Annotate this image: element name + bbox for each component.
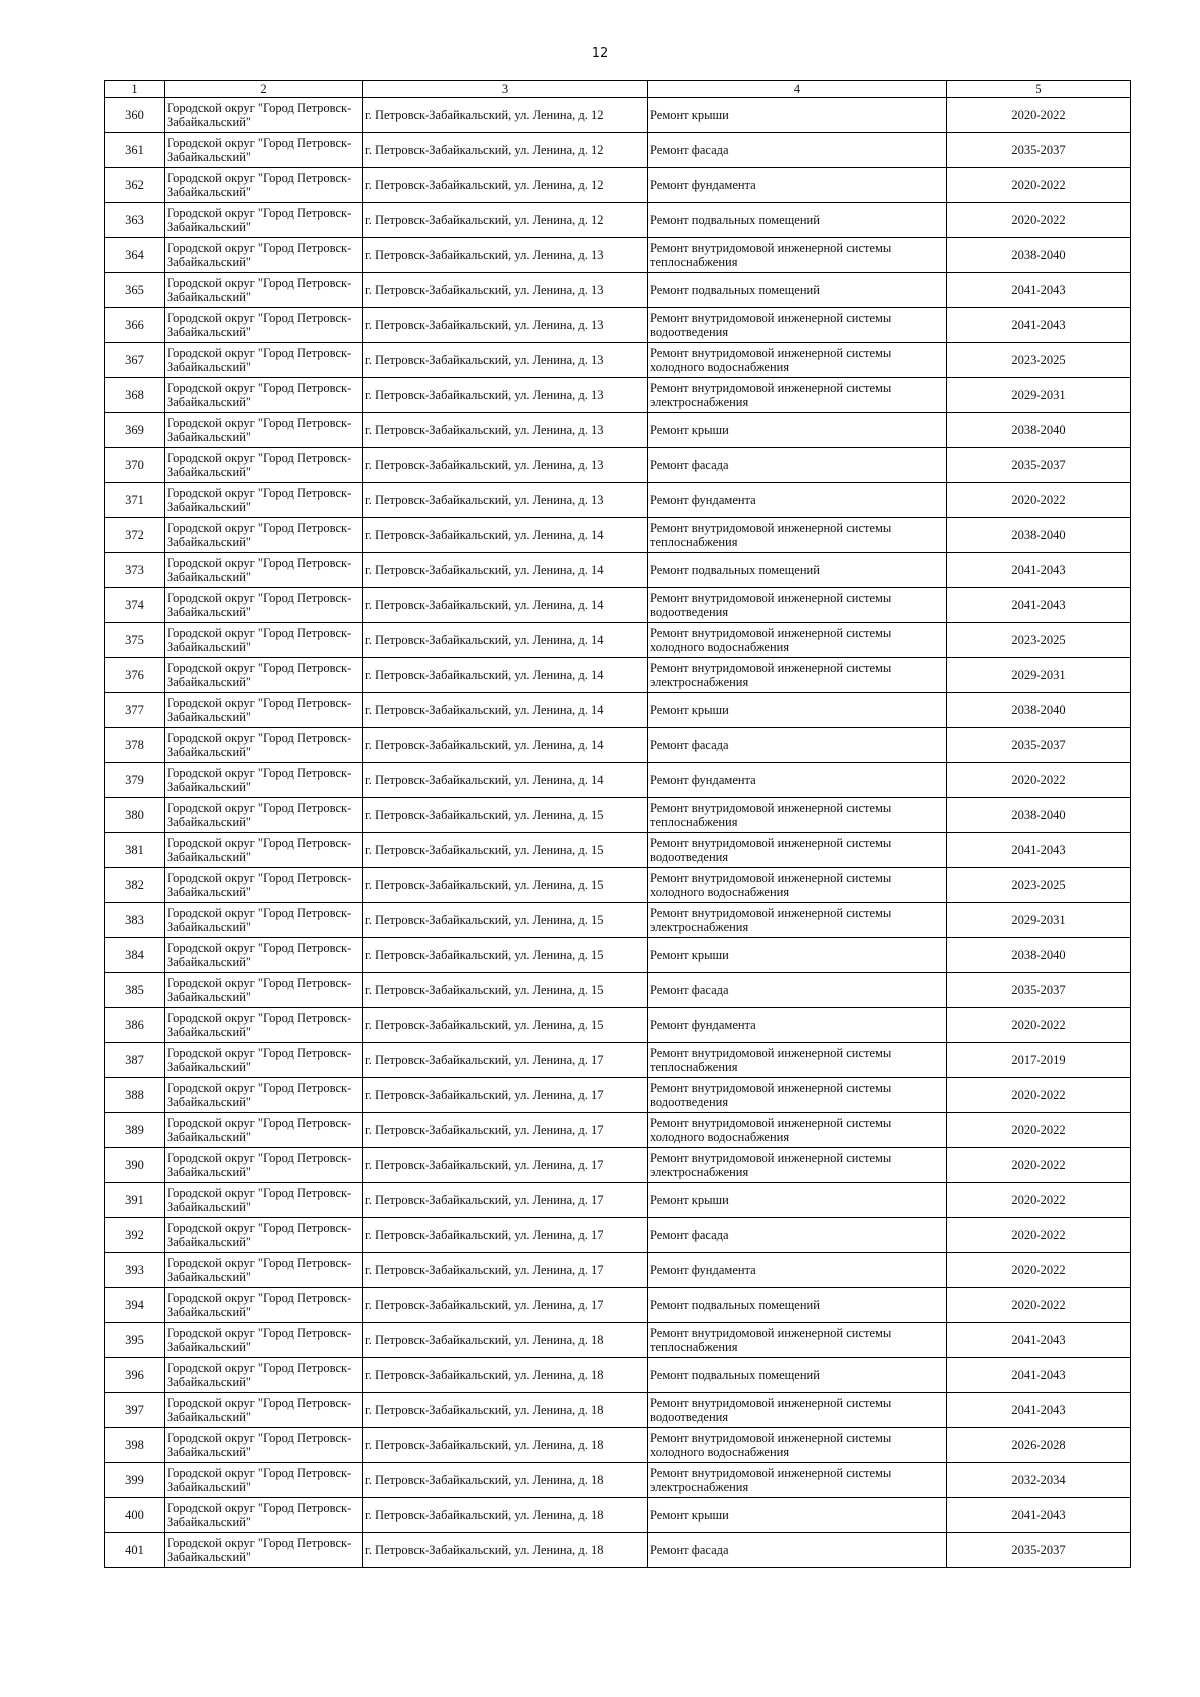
- work-type-cell: Ремонт фундамента: [648, 168, 947, 203]
- table-row: [105, 693, 1131, 728]
- table-header-row: [105, 81, 1131, 98]
- address-cell: г. Петровск-Забайкальский, ул. Ленина, д. 12: [363, 98, 648, 133]
- table-row: [105, 1428, 1131, 1463]
- municipality-cell: Городской округ "Город Петровск-Забайкальский": [165, 868, 363, 903]
- municipality-cell: Городской округ "Город Петровск-Забайкальский": [165, 833, 363, 868]
- municipality-cell: Городской округ "Город Петровск-Забайкальский": [165, 343, 363, 378]
- address-cell: г. Петровск-Забайкальский, ул. Ленина, д. 18: [363, 1323, 648, 1358]
- period-cell: 2020-2022: [947, 483, 1131, 518]
- municipality-cell: Городской округ "Город Петровск-Забайкальский": [165, 763, 363, 798]
- table-row: [105, 273, 1131, 308]
- address-cell: г. Петровск-Забайкальский, ул. Ленина, д. 15: [363, 903, 648, 938]
- column-header-4: 4: [648, 81, 947, 98]
- municipality-cell: Городской округ "Город Петровск-Забайкальский": [165, 938, 363, 973]
- period-cell: 2020-2022: [947, 168, 1131, 203]
- table-row: [105, 658, 1131, 693]
- period-cell: 2041-2043: [947, 273, 1131, 308]
- address-cell: г. Петровск-Забайкальский, ул. Ленина, д. 13: [363, 308, 648, 343]
- table-row: [105, 553, 1131, 588]
- repair-schedule-table: [104, 80, 1131, 1568]
- address-cell: г. Петровск-Забайкальский, ул. Ленина, д. 15: [363, 973, 648, 1008]
- row-number-cell: 383: [105, 903, 165, 938]
- row-number-cell: 363: [105, 203, 165, 238]
- work-type-cell: Ремонт внутридомовой инженерной системы водоотведения: [648, 588, 947, 623]
- page-number: 12: [591, 46, 609, 61]
- table-row: [105, 1358, 1131, 1393]
- municipality-cell: Городской округ "Город Петровск-Забайкальский": [165, 1288, 363, 1323]
- period-cell: 2038-2040: [947, 798, 1131, 833]
- table-row: [105, 938, 1131, 973]
- work-type-cell: Ремонт внутридомовой инженерной системы теплоснабжения: [648, 798, 947, 833]
- municipality-cell: Городской округ "Город Петровск-Забайкальский": [165, 483, 363, 518]
- municipality-cell: Городской округ "Город Петровск-Забайкальский": [165, 973, 363, 1008]
- table-row: [105, 1498, 1131, 1533]
- municipality-cell: Городской округ "Город Петровск-Забайкальский": [165, 903, 363, 938]
- column-header-2: 2: [165, 81, 363, 98]
- address-cell: г. Петровск-Забайкальский, ул. Ленина, д. 18: [363, 1498, 648, 1533]
- row-number-cell: 364: [105, 238, 165, 273]
- address-cell: г. Петровск-Забайкальский, ул. Ленина, д. 17: [363, 1288, 648, 1323]
- table-row: [105, 1463, 1131, 1498]
- row-number-cell: 397: [105, 1393, 165, 1428]
- municipality-cell: Городской округ "Город Петровск-Забайкальский": [165, 168, 363, 203]
- municipality-cell: Городской округ "Город Петровск-Забайкальский": [165, 1253, 363, 1288]
- municipality-cell: Городской округ "Город Петровск-Забайкальский": [165, 238, 363, 273]
- address-cell: г. Петровск-Забайкальский, ул. Ленина, д. 14: [363, 623, 648, 658]
- row-number-cell: 369: [105, 413, 165, 448]
- period-cell: 2020-2022: [947, 1218, 1131, 1253]
- table-row: [105, 1043, 1131, 1078]
- table-row: [105, 133, 1131, 168]
- period-cell: 2035-2037: [947, 133, 1131, 168]
- address-cell: г. Петровск-Забайкальский, ул. Ленина, д. 12: [363, 203, 648, 238]
- row-number-cell: 381: [105, 833, 165, 868]
- period-cell: 2035-2037: [947, 728, 1131, 763]
- work-type-cell: Ремонт внутридомовой инженерной системы водоотведения: [648, 1393, 947, 1428]
- period-cell: 2020-2022: [947, 763, 1131, 798]
- row-number-cell: 393: [105, 1253, 165, 1288]
- municipality-cell: Городской округ "Город Петровск-Забайкальский": [165, 728, 363, 763]
- address-cell: г. Петровск-Забайкальский, ул. Ленина, д. 13: [363, 273, 648, 308]
- table-row: [105, 868, 1131, 903]
- address-cell: г. Петровск-Забайкальский, ул. Ленина, д. 13: [363, 448, 648, 483]
- table-row: [105, 203, 1131, 238]
- period-cell: 2038-2040: [947, 938, 1131, 973]
- municipality-cell: Городской округ "Город Петровск-Забайкальский": [165, 623, 363, 658]
- municipality-cell: Городской округ "Город Петровск-Забайкальский": [165, 203, 363, 238]
- table-row: [105, 798, 1131, 833]
- address-cell: г. Петровск-Забайкальский, ул. Ленина, д. 17: [363, 1043, 648, 1078]
- table-row: [105, 1393, 1131, 1428]
- row-number-cell: 362: [105, 168, 165, 203]
- row-number-cell: 395: [105, 1323, 165, 1358]
- address-cell: г. Петровск-Забайкальский, ул. Ленина, д. 18: [363, 1358, 648, 1393]
- period-cell: 2020-2022: [947, 98, 1131, 133]
- work-type-cell: Ремонт внутридомовой инженерной системы теплоснабжения: [648, 1043, 947, 1078]
- period-cell: 2020-2022: [947, 1253, 1131, 1288]
- municipality-cell: Городской округ "Город Петровск-Забайкальский": [165, 1043, 363, 1078]
- work-type-cell: Ремонт подвальных помещений: [648, 1288, 947, 1323]
- address-cell: г. Петровск-Забайкальский, ул. Ленина, д. 15: [363, 868, 648, 903]
- address-cell: г. Петровск-Забайкальский, ул. Ленина, д. 15: [363, 833, 648, 868]
- municipality-cell: Городской округ "Город Петровск-Забайкальский": [165, 1463, 363, 1498]
- period-cell: 2041-2043: [947, 308, 1131, 343]
- period-cell: 2020-2022: [947, 1008, 1131, 1043]
- work-type-cell: Ремонт внутридомовой инженерной системы холодного водоснабжения: [648, 1113, 947, 1148]
- row-number-cell: 361: [105, 133, 165, 168]
- municipality-cell: Городской округ "Город Петровск-Забайкальский": [165, 1533, 363, 1568]
- row-number-cell: 376: [105, 658, 165, 693]
- municipality-cell: Городской округ "Город Петровск-Забайкальский": [165, 518, 363, 553]
- address-cell: г. Петровск-Забайкальский, ул. Ленина, д. 14: [363, 728, 648, 763]
- period-cell: 2038-2040: [947, 518, 1131, 553]
- row-number-cell: 382: [105, 868, 165, 903]
- work-type-cell: Ремонт фундамента: [648, 483, 947, 518]
- work-type-cell: Ремонт внутридомовой инженерной системы холодного водоснабжения: [648, 623, 947, 658]
- address-cell: г. Петровск-Забайкальский, ул. Ленина, д. 12: [363, 168, 648, 203]
- period-cell: 2026-2028: [947, 1428, 1131, 1463]
- row-number-cell: 396: [105, 1358, 165, 1393]
- period-cell: 2023-2025: [947, 868, 1131, 903]
- work-type-cell: Ремонт фасада: [648, 448, 947, 483]
- table-row: [105, 1148, 1131, 1183]
- row-number-cell: 378: [105, 728, 165, 763]
- table-row: [105, 238, 1131, 273]
- work-type-cell: Ремонт фасада: [648, 1533, 947, 1568]
- row-number-cell: 365: [105, 273, 165, 308]
- table-row: [105, 1218, 1131, 1253]
- table-body: [105, 98, 1131, 1568]
- period-cell: 2038-2040: [947, 693, 1131, 728]
- address-cell: г. Петровск-Забайкальский, ул. Ленина, д. 17: [363, 1253, 648, 1288]
- address-cell: г. Петровск-Забайкальский, ул. Ленина, д. 13: [363, 343, 648, 378]
- row-number-cell: 389: [105, 1113, 165, 1148]
- address-cell: г. Петровск-Забайкальский, ул. Ленина, д. 13: [363, 378, 648, 413]
- address-cell: г. Петровск-Забайкальский, ул. Ленина, д. 17: [363, 1218, 648, 1253]
- period-cell: 2020-2022: [947, 1113, 1131, 1148]
- table-row: [105, 623, 1131, 658]
- row-number-cell: 372: [105, 518, 165, 553]
- period-cell: 2020-2022: [947, 1078, 1131, 1113]
- row-number-cell: 366: [105, 308, 165, 343]
- work-type-cell: Ремонт подвальных помещений: [648, 553, 947, 588]
- work-type-cell: Ремонт внутридомовой инженерной системы теплоснабжения: [648, 238, 947, 273]
- work-type-cell: Ремонт внутридомовой инженерной системы теплоснабжения: [648, 1323, 947, 1358]
- address-cell: г. Петровск-Забайкальский, ул. Ленина, д. 14: [363, 518, 648, 553]
- table-row: [105, 1253, 1131, 1288]
- municipality-cell: Городской округ "Город Петровск-Забайкальский": [165, 308, 363, 343]
- table-row: [105, 833, 1131, 868]
- row-number-cell: 367: [105, 343, 165, 378]
- municipality-cell: Городской округ "Город Петровск-Забайкальский": [165, 588, 363, 623]
- row-number-cell: 377: [105, 693, 165, 728]
- address-cell: г. Петровск-Забайкальский, ул. Ленина, д. 14: [363, 693, 648, 728]
- table-row: [105, 1288, 1131, 1323]
- work-type-cell: Ремонт фундамента: [648, 1253, 947, 1288]
- address-cell: г. Петровск-Забайкальский, ул. Ленина, д. 17: [363, 1148, 648, 1183]
- row-number-cell: 368: [105, 378, 165, 413]
- address-cell: г. Петровск-Забайкальский, ул. Ленина, д. 15: [363, 1008, 648, 1043]
- work-type-cell: Ремонт фасада: [648, 973, 947, 1008]
- address-cell: г. Петровск-Забайкальский, ул. Ленина, д. 13: [363, 238, 648, 273]
- table-row: [105, 98, 1131, 133]
- period-cell: 2020-2022: [947, 203, 1131, 238]
- address-cell: г. Петровск-Забайкальский, ул. Ленина, д. 18: [363, 1428, 648, 1463]
- work-type-cell: Ремонт фундамента: [648, 763, 947, 798]
- work-type-cell: Ремонт внутридомовой инженерной системы электроснабжения: [648, 1463, 947, 1498]
- municipality-cell: Городской округ "Город Петровск-Забайкальский": [165, 273, 363, 308]
- row-number-cell: 384: [105, 938, 165, 973]
- row-number-cell: 375: [105, 623, 165, 658]
- period-cell: 2041-2043: [947, 588, 1131, 623]
- work-type-cell: Ремонт внутридомовой инженерной системы электроснабжения: [648, 658, 947, 693]
- row-number-cell: 370: [105, 448, 165, 483]
- work-type-cell: Ремонт подвальных помещений: [648, 203, 947, 238]
- municipality-cell: Городской округ "Город Петровск-Забайкальский": [165, 133, 363, 168]
- row-number-cell: 398: [105, 1428, 165, 1463]
- work-type-cell: Ремонт внутридомовой инженерной системы электроснабжения: [648, 903, 947, 938]
- period-cell: 2035-2037: [947, 1533, 1131, 1568]
- municipality-cell: Городской округ "Город Петровск-Забайкальский": [165, 1148, 363, 1183]
- address-cell: г. Петровск-Забайкальский, ул. Ленина, д. 17: [363, 1183, 648, 1218]
- municipality-cell: Городской округ "Город Петровск-Забайкальский": [165, 1113, 363, 1148]
- work-type-cell: Ремонт внутридомовой инженерной системы холодного водоснабжения: [648, 343, 947, 378]
- work-type-cell: Ремонт крыши: [648, 98, 947, 133]
- address-cell: г. Петровск-Забайкальский, ул. Ленина, д. 13: [363, 483, 648, 518]
- row-number-cell: 400: [105, 1498, 165, 1533]
- row-number-cell: 374: [105, 588, 165, 623]
- work-type-cell: Ремонт крыши: [648, 1183, 947, 1218]
- period-cell: 2029-2031: [947, 378, 1131, 413]
- municipality-cell: Городской округ "Город Петровск-Забайкальский": [165, 1183, 363, 1218]
- work-type-cell: Ремонт внутридомовой инженерной системы электроснабжения: [648, 1148, 947, 1183]
- period-cell: 2041-2043: [947, 1323, 1131, 1358]
- period-cell: 2029-2031: [947, 903, 1131, 938]
- table-row: [105, 728, 1131, 763]
- work-type-cell: Ремонт внутридомовой инженерной системы электроснабжения: [648, 378, 947, 413]
- table-row: [105, 903, 1131, 938]
- municipality-cell: Городской округ "Город Петровск-Забайкальский": [165, 1078, 363, 1113]
- period-cell: 2041-2043: [947, 1498, 1131, 1533]
- address-cell: г. Петровск-Забайкальский, ул. Ленина, д. 14: [363, 763, 648, 798]
- work-type-cell: Ремонт подвальных помещений: [648, 273, 947, 308]
- municipality-cell: Городской округ "Город Петровск-Забайкальский": [165, 1323, 363, 1358]
- period-cell: 2038-2040: [947, 413, 1131, 448]
- table-row: [105, 588, 1131, 623]
- period-cell: 2020-2022: [947, 1148, 1131, 1183]
- municipality-cell: Городской округ "Город Петровск-Забайкальский": [165, 553, 363, 588]
- work-type-cell: Ремонт внутридомовой инженерной системы холодного водоснабжения: [648, 868, 947, 903]
- table-row: [105, 343, 1131, 378]
- column-header-3: 3: [363, 81, 648, 98]
- period-cell: 2023-2025: [947, 343, 1131, 378]
- period-cell: 2041-2043: [947, 833, 1131, 868]
- table-row: [105, 483, 1131, 518]
- table-row: [105, 973, 1131, 1008]
- period-cell: 2041-2043: [947, 1358, 1131, 1393]
- period-cell: 2020-2022: [947, 1288, 1131, 1323]
- address-cell: г. Петровск-Забайкальский, ул. Ленина, д. 13: [363, 413, 648, 448]
- address-cell: г. Петровск-Забайкальский, ул. Ленина, д. 15: [363, 798, 648, 833]
- row-number-cell: 373: [105, 553, 165, 588]
- municipality-cell: Городской округ "Город Петровск-Забайкальский": [165, 693, 363, 728]
- address-cell: г. Петровск-Забайкальский, ул. Ленина, д. 18: [363, 1393, 648, 1428]
- address-cell: г. Петровск-Забайкальский, ул. Ленина, д. 14: [363, 553, 648, 588]
- work-type-cell: Ремонт внутридомовой инженерной системы водоотведения: [648, 833, 947, 868]
- work-type-cell: Ремонт крыши: [648, 938, 947, 973]
- row-number-cell: 392: [105, 1218, 165, 1253]
- municipality-cell: Городской округ "Город Петровск-Забайкальский": [165, 798, 363, 833]
- period-cell: 2029-2031: [947, 658, 1131, 693]
- municipality-cell: Городской округ "Город Петровск-Забайкальский": [165, 1498, 363, 1533]
- period-cell: 2032-2034: [947, 1463, 1131, 1498]
- row-number-cell: 386: [105, 1008, 165, 1043]
- column-header-5: 5: [947, 81, 1131, 98]
- address-cell: г. Петровск-Забайкальский, ул. Ленина, д. 14: [363, 658, 648, 693]
- address-cell: г. Петровск-Забайкальский, ул. Ленина, д. 18: [363, 1533, 648, 1568]
- row-number-cell: 387: [105, 1043, 165, 1078]
- table-row: [105, 518, 1131, 553]
- work-type-cell: Ремонт фасада: [648, 1218, 947, 1253]
- municipality-cell: Городской округ "Город Петровск-Забайкальский": [165, 378, 363, 413]
- municipality-cell: Городской округ "Город Петровск-Забайкальский": [165, 1358, 363, 1393]
- work-type-cell: Ремонт внутридомовой инженерной системы водоотведения: [648, 1078, 947, 1113]
- work-type-cell: Ремонт крыши: [648, 693, 947, 728]
- table-row: [105, 1113, 1131, 1148]
- period-cell: 2020-2022: [947, 1183, 1131, 1218]
- address-cell: г. Петровск-Забайкальский, ул. Ленина, д. 12: [363, 133, 648, 168]
- municipality-cell: Городской округ "Город Петровск-Забайкальский": [165, 98, 363, 133]
- work-type-cell: Ремонт подвальных помещений: [648, 1358, 947, 1393]
- municipality-cell: Городской округ "Город Петровск-Забайкальский": [165, 1008, 363, 1043]
- table-row: [105, 1078, 1131, 1113]
- table-row: [105, 308, 1131, 343]
- municipality-cell: Городской округ "Город Петровск-Забайкальский": [165, 413, 363, 448]
- municipality-cell: Городской округ "Город Петровск-Забайкальский": [165, 448, 363, 483]
- work-type-cell: Ремонт внутридомовой инженерной системы водоотведения: [648, 308, 947, 343]
- row-number-cell: 388: [105, 1078, 165, 1113]
- period-cell: 2035-2037: [947, 973, 1131, 1008]
- table-row: [105, 1323, 1131, 1358]
- period-cell: 2041-2043: [947, 553, 1131, 588]
- work-type-cell: Ремонт крыши: [648, 1498, 947, 1533]
- period-cell: 2035-2037: [947, 448, 1131, 483]
- table-row: [105, 1008, 1131, 1043]
- row-number-cell: 401: [105, 1533, 165, 1568]
- table-row: [105, 763, 1131, 798]
- row-number-cell: 391: [105, 1183, 165, 1218]
- period-cell: 2041-2043: [947, 1393, 1131, 1428]
- row-number-cell: 399: [105, 1463, 165, 1498]
- period-cell: 2038-2040: [947, 238, 1131, 273]
- municipality-cell: Городской округ "Город Петровск-Забайкальский": [165, 1218, 363, 1253]
- table-row: [105, 1533, 1131, 1568]
- work-type-cell: Ремонт фасада: [648, 133, 947, 168]
- row-number-cell: 394: [105, 1288, 165, 1323]
- row-number-cell: 385: [105, 973, 165, 1008]
- period-cell: 2023-2025: [947, 623, 1131, 658]
- row-number-cell: 360: [105, 98, 165, 133]
- municipality-cell: Городской округ "Город Петровск-Забайкальский": [165, 1393, 363, 1428]
- table-row: [105, 1183, 1131, 1218]
- address-cell: г. Петровск-Забайкальский, ул. Ленина, д. 18: [363, 1463, 648, 1498]
- period-cell: 2017-2019: [947, 1043, 1131, 1078]
- work-type-cell: Ремонт внутридомовой инженерной системы теплоснабжения: [648, 518, 947, 553]
- row-number-cell: 380: [105, 798, 165, 833]
- row-number-cell: 379: [105, 763, 165, 798]
- work-type-cell: Ремонт внутридомовой инженерной системы холодного водоснабжения: [648, 1428, 947, 1463]
- row-number-cell: 371: [105, 483, 165, 518]
- municipality-cell: Городской округ "Город Петровск-Забайкальский": [165, 658, 363, 693]
- row-number-cell: 390: [105, 1148, 165, 1183]
- table-row: [105, 413, 1131, 448]
- table-row: [105, 168, 1131, 203]
- work-type-cell: Ремонт фасада: [648, 728, 947, 763]
- table-row: [105, 378, 1131, 413]
- address-cell: г. Петровск-Забайкальский, ул. Ленина, д. 14: [363, 588, 648, 623]
- address-cell: г. Петровск-Забайкальский, ул. Ленина, д. 17: [363, 1078, 648, 1113]
- work-type-cell: Ремонт фундамента: [648, 1008, 947, 1043]
- address-cell: г. Петровск-Забайкальский, ул. Ленина, д. 17: [363, 1113, 648, 1148]
- address-cell: г. Петровск-Забайкальский, ул. Ленина, д. 15: [363, 938, 648, 973]
- work-type-cell: Ремонт крыши: [648, 413, 947, 448]
- table-row: [105, 448, 1131, 483]
- municipality-cell: Городской округ "Город Петровск-Забайкальский": [165, 1428, 363, 1463]
- column-header-1: 1: [105, 81, 165, 98]
